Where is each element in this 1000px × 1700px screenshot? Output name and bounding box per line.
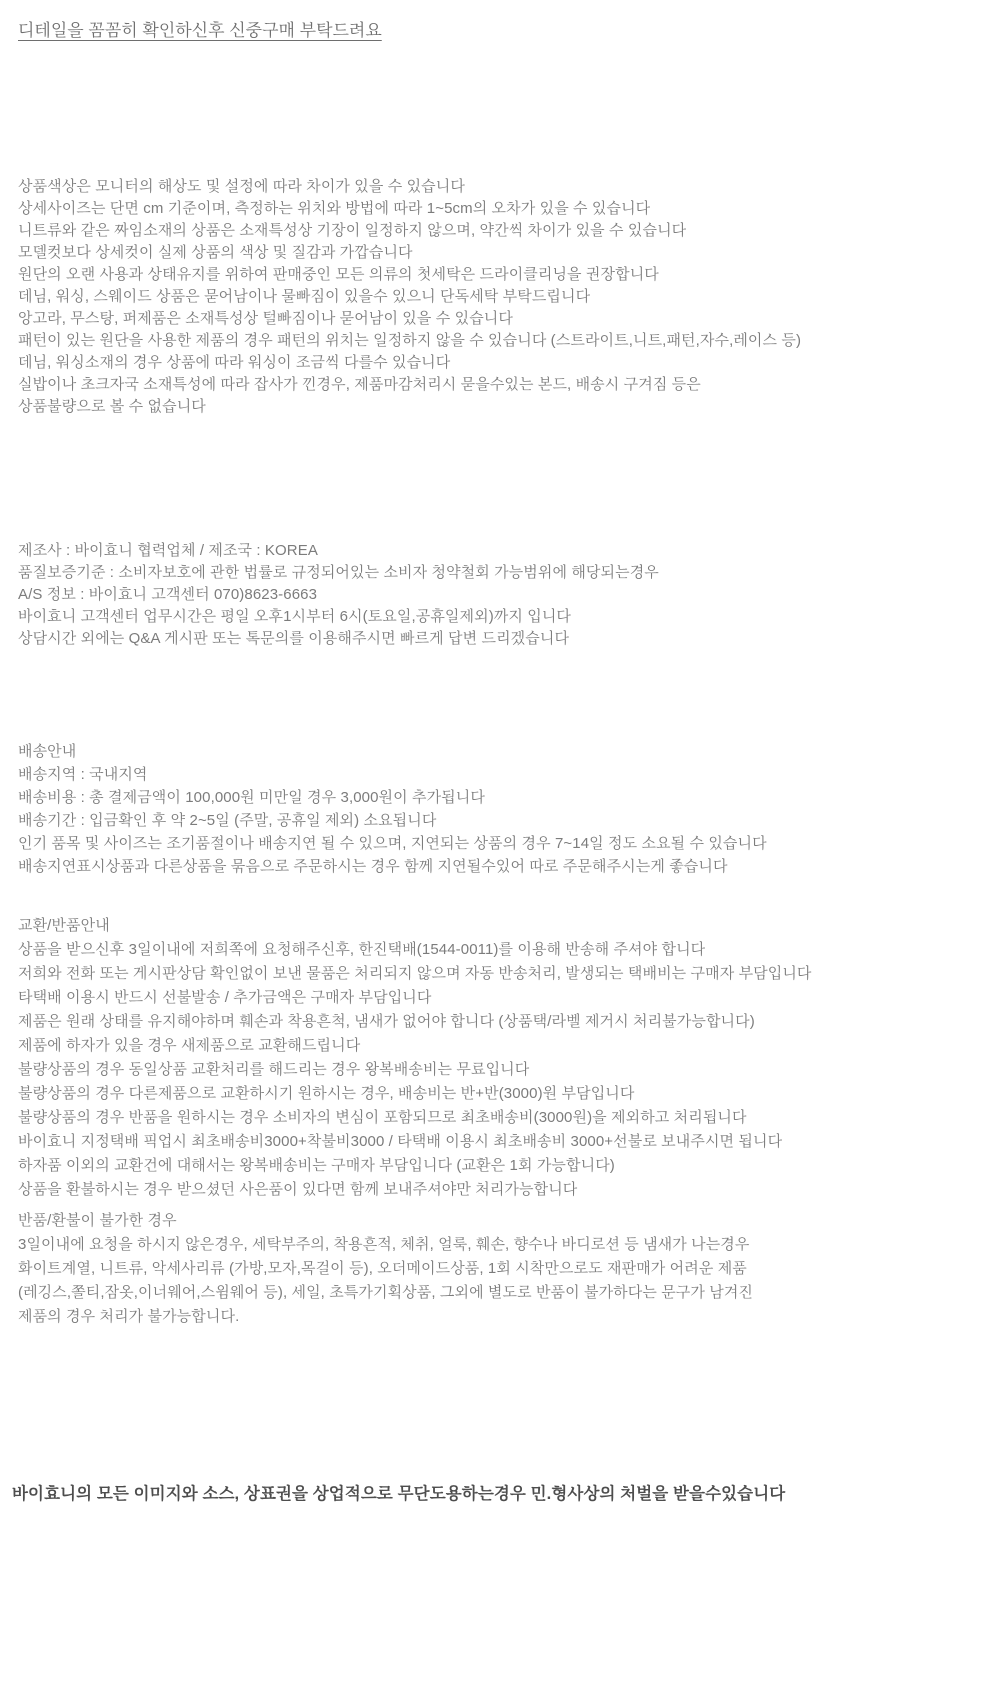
product-note-line: 실밥이나 초크자국 소재특성에 따라 잡사가 낀경우, 제품마감처리시 묻을수있는 본드, 배송시 구겨짐 등은	[18, 376, 701, 393]
shipping-heading: 배송안내	[18, 743, 77, 760]
exchange-return-heading: 교환/반품안내	[18, 917, 110, 934]
product-note-line: 상품색상은 모니터의 해상도 및 설정에 따라 차이가 있을 수 있습니다	[18, 178, 465, 195]
shipping-info-section	[18, 740, 1000, 878]
no-return-heading: 반품/환불이 불가한 경우	[18, 1212, 177, 1229]
manufacturer-line: 제조사 : 바이효니 협력업체 / 제조국 : KOREA	[18, 542, 318, 559]
exchange-return-line: 저희와 전화 또는 게시판상담 확인없이 보낸 물품은 처리되지 않으며 자동 반송처리, 발생되는 택배비는 구매자 부담입니다	[18, 965, 812, 982]
exchange-return-line: 제품에 하자가 있을 경우 새제품으로 교환해드립니다	[18, 1037, 361, 1054]
exchange-return-line: 타택배 이용시 반드시 선불발송 / 추가금액은 구매자 부담입니다	[18, 989, 432, 1006]
exchange-return-line: 상품을 환불하시는 경우 받으셨던 사은품이 있다면 함께 보내주셔야만 처리가능합니다	[18, 1181, 578, 1198]
no-return-line: 제품의 경우 처리가 불가능합니다.	[18, 1308, 240, 1325]
product-note-line: 앙고라, 무스탕, 퍼제품은 소재특성상 털빠짐이나 묻어남이 있을 수 있습니다	[18, 310, 513, 327]
no-return-line: 3일이내에 요청을 하시지 않은경우, 세탁부주의, 착용흔적, 체취, 얼룩, 훼손, 향수나 바디로션 등 냄새가 나는경우	[18, 1236, 750, 1253]
shipping-line: 배송기간 : 입금확인 후 약 2~5일 (주말, 공휴일 제외) 소요됩니다	[18, 812, 437, 829]
product-note-line: 원단의 오랜 사용과 상태유지를 위하여 판매중인 모든 의류의 첫세탁은 드라이클리닝을 권장합니다	[18, 266, 659, 283]
manufacturer-line: 바이효니 고객센터 업무시간은 평일 오후1시부터 6시(토요일,공휴일제외)까지 입니다	[18, 608, 572, 625]
exchange-return-line: 제품은 원래 상태를 유지해야하며 훼손과 착용흔척, 냄새가 없어야 합니다 (상품택/라벨 제거시 처리불가능합니다)	[18, 1013, 755, 1030]
exchange-return-section	[18, 914, 1000, 1202]
shipping-line: 인기 품목 및 사이즈는 조기품절이나 배송지연 될 수 있으며, 지연되는 상품의 경우 7~14일 정도 소요될 수 있습니다	[18, 835, 767, 852]
exchange-return-line: 바이효니 지정택배 픽업시 최초배송비3000+착불비3000 / 타택배 이용시 최초배송비 3000+선불로 보내주시면 됩니다	[18, 1133, 783, 1150]
manufacturer-line: A/S 정보 : 바이효니 고객센터 070)8623-6663	[18, 586, 318, 603]
product-note-line: 패턴이 있는 원단을 사용한 제품의 경우 패턴의 위치는 일정하지 않을 수 있습니다 (스트라이트,니트,패턴,자수,레이스 등)	[18, 332, 802, 349]
product-note-line: 니트류와 같은 짜임소재의 상품은 소재특성상 기장이 일정하지 않으며, 약간씩 차이가 있을 수 있습니다	[18, 222, 687, 239]
copyright-warning: 바이효니의 모든 이미지와 소스, 상표권을 상업적으로 무단도용하는경우 민.형사상의 처벌을 받을수있습니다	[12, 1485, 786, 1503]
exchange-return-line: 불량상품의 경우 동일상품 교환처리를 해드리는 경우 왕복배송비는 무료입니다	[18, 1061, 530, 1078]
product-note-line: 모델컷보다 상세컷이 실제 상품의 색상 및 질감과 가깝습니다	[18, 244, 413, 261]
product-notes-section	[18, 176, 1000, 418]
no-return-line: (레깅스,쫄티,잠옷,이너웨어,스윔웨어 등), 세일, 초특가기획상품, 그외에 별도로 반품이 불가하다는 문구가 남겨진	[18, 1284, 754, 1301]
page-title: 디테일을 꼼꼼히 확인하신후 신중구매 부탁드려요	[18, 21, 382, 40]
manufacturer-info-section	[18, 540, 1000, 650]
shipping-line: 배송비용 : 총 결제금액이 100,000원 미만일 경우 3,000원이 추가됩니다	[18, 789, 485, 806]
shipping-line: 배송지역 : 국내지역	[18, 766, 148, 783]
exchange-return-line: 불량상품의 경우 다른제품으로 교환하시기 원하시는 경우, 배송비는 반+반(3000)원 부담입니다	[18, 1085, 635, 1102]
exchange-return-line: 하자품 이외의 교환건에 대해서는 왕복배송비는 구매자 부담입니다 (교환은 1회 가능합니다)	[18, 1157, 615, 1174]
no-return-section	[18, 1209, 1000, 1329]
shipping-line: 배송지연표시상품과 다른상품을 묶음으로 주문하시는 경우 함께 지연될수있어 따로 주문해주시는게 좋습니다	[18, 858, 728, 875]
exchange-return-line: 불량상품의 경우 반품을 원하시는 경우 소비자의 변심이 포함되므로 최초배송비(3000원)을 제외하고 처리됩니다	[18, 1109, 747, 1126]
product-note-line: 데님, 워싱, 스웨이드 상품은 묻어남이나 물빠짐이 있을수 있으니 단독세탁 부탁드립니다	[18, 288, 591, 305]
product-note-line: 상세사이즈는 단면 cm 기준이며, 측정하는 위치와 방법에 따라 1~5cm의 오차가 있을 수 있습니다	[18, 200, 651, 217]
product-note-line: 데님, 워싱소재의 경우 상품에 따라 워싱이 조금씩 다를수 있습니다	[18, 354, 451, 371]
product-note-line: 상품불량으로 볼 수 없습니다	[18, 398, 206, 415]
manufacturer-line: 상담시간 외에는 Q&A 게시판 또는 톡문의를 이용해주시면 빠르게 답변 드리겠습니다	[18, 630, 570, 647]
no-return-line: 화이트계열, 니트류, 악세사리류 (가방,모자,목걸이 등), 오더메이드상품, 1회 시착만으로도 재판매가 어려운 제품	[18, 1260, 747, 1277]
manufacturer-line: 품질보증기준 : 소비자보호에 관한 법률로 규정되어있는 소비자 청약철회 가능범위에 해당되는경우	[18, 564, 659, 581]
exchange-return-line: 상품을 받으신후 3일이내에 저희쪽에 요청해주신후, 한진택배(1544-0011)를 이용해 반송해 주셔야 합니다	[18, 941, 706, 958]
